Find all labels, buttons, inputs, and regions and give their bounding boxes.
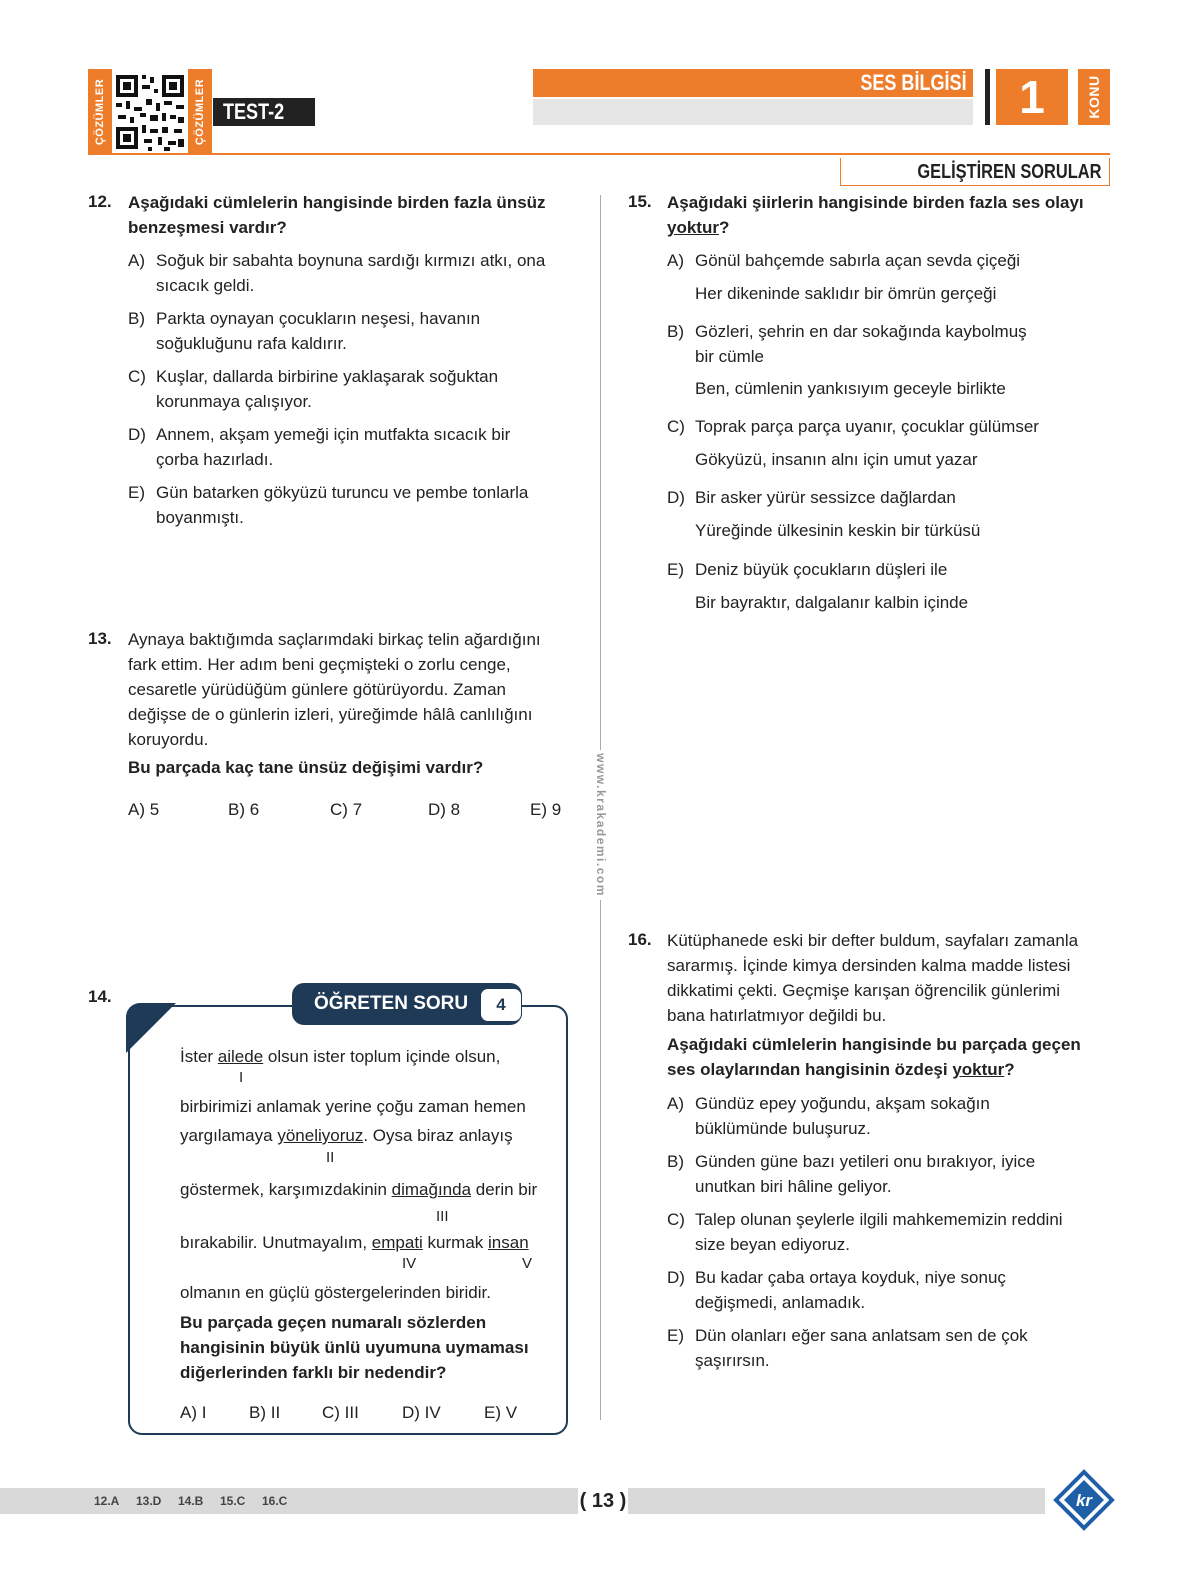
header-separator	[985, 69, 990, 125]
question-12-stem: Aşağıdaki cümlelerin hangisinde birden fazla ünsüz benzeşmesi vardır?	[128, 193, 546, 237]
passage-line: olmanın en güçlü göstergelerinden biridir.	[180, 1283, 491, 1302]
passage-line: bırakabilir. Unutmayalım, empati kurmak insan	[180, 1233, 529, 1252]
subject-title: SES BİLGİSİ	[860, 70, 967, 95]
roman-label: II	[326, 1149, 335, 1166]
option-a[interactable]: A) Gönül bahçemde sabırla açan sevda çiçeği	[667, 251, 1021, 270]
passage-line: yargılamaya yöneliyoruz. Oysa biraz anlayış	[180, 1126, 513, 1145]
question-number: 13.	[88, 629, 112, 648]
answer-key-item: 12.A	[94, 1494, 120, 1508]
question-number: 12.	[88, 192, 112, 211]
option-c[interactable]: C) 7	[330, 800, 363, 819]
option-d[interactable]: D) Bir asker yürür sessizce dağlardan	[667, 488, 956, 507]
option-b[interactable]: B) Gözleri, şehrin en dar sokağında kaybolmuş bir cümle	[667, 322, 1027, 366]
option-e[interactable]: E) V	[484, 1403, 518, 1422]
cozumler-tab-left	[88, 69, 112, 155]
teaching-question-number: 4	[480, 988, 522, 1022]
option-c[interactable]: C) Talep olunan şeylerle ilgili mahkememizin reddini size beyan ediyoruz.	[667, 1210, 1063, 1254]
question-13-stem: Bu parçada kaç tane ünsüz değişimi vardır?	[128, 758, 484, 777]
option-a[interactable]: A) I	[180, 1403, 207, 1422]
question-15-stem: Aşağıdaki şiirlerin hangisinde birden fazla ses olayı yoktur?	[667, 193, 1084, 237]
option-c[interactable]: C) III	[322, 1403, 359, 1422]
page-number: ( 13 )	[578, 1487, 628, 1515]
publisher-logo-icon	[1052, 1468, 1116, 1532]
svg-text:kr: kr	[1075, 1491, 1093, 1510]
question-number: 15.	[628, 192, 652, 211]
numbered-word-5: insan	[488, 1233, 529, 1252]
konu-tab	[1078, 69, 1110, 125]
option-b[interactable]: B) Parkta oynayan çocukların neşesi, havanın soğukluğunu rafa kaldırır.	[128, 309, 481, 353]
numbered-word-2: yöneliyoruz	[277, 1126, 364, 1145]
option-b[interactable]: B) II	[249, 1403, 281, 1422]
option-e[interactable]: E) Dün olanları eğer sana anlatsam sen de çok şaşırırsın.	[667, 1326, 1028, 1370]
subject-gray-bar	[533, 99, 973, 125]
option-e[interactable]: E) 9	[530, 800, 562, 819]
roman-label: V	[522, 1255, 533, 1272]
option-c[interactable]: C) Toprak parça parça uyanır, çocuklar gülümser	[667, 417, 1039, 436]
unit-number: 1	[996, 69, 1068, 125]
question-number: 14.	[88, 987, 112, 1006]
passage-line: göstermek, karşımızdakinin dimağında derin bir	[180, 1180, 538, 1199]
roman-label: IV	[402, 1255, 417, 1272]
website-watermark: www.krakademi.com	[590, 750, 612, 900]
option-d[interactable]: D) IV	[402, 1403, 441, 1422]
answer-key-item: 15.C	[220, 1494, 246, 1508]
option-a[interactable]: A) 5	[128, 800, 160, 819]
option-d-line2: Yüreğinde ülkesinin keskin bir türküsü	[695, 521, 981, 540]
option-e-line2: Bir bayraktır, dalgalanır kalbin içinde	[695, 593, 969, 612]
numbered-word-3: dimağında	[391, 1180, 472, 1199]
qr-code-icon	[112, 69, 188, 155]
cozumler-label: ÇÖZÜMLER	[194, 78, 206, 146]
passage-line: birbirimizi anlamak yerine çoğu zaman hemen	[180, 1097, 526, 1116]
option-d[interactable]: D) 8	[428, 800, 461, 819]
option-a[interactable]: A) Soğuk bir sabahta boynuna sardığı kırmızı atkı, ona sıcacık geldi.	[128, 251, 546, 295]
option-b[interactable]: B) 6	[228, 800, 260, 819]
option-c[interactable]: C) Kuşlar, dallarda birbirine yaklaşarak soğuktan korunmaya çalışıyor.	[128, 367, 499, 411]
roman-label: I	[239, 1069, 244, 1086]
test-label: TEST-2	[213, 98, 315, 126]
numbered-word-1: ailede	[217, 1047, 264, 1066]
roman-label: III	[436, 1208, 449, 1225]
option-c-line2: Gökyüzü, insanın alnı için umut yazar	[695, 450, 978, 469]
question-16-stem: Aşağıdaki cümlelerin hangisinde bu parçada geçen ses olaylarından hangisinin özdeşi yoktur?	[667, 1035, 1081, 1079]
option-e[interactable]: E) Deniz büyük çocukların düşleri ile	[667, 560, 948, 579]
option-a[interactable]: A) Gündüz epey yoğundu, akşam sokağın büklümünde buluşuruz.	[667, 1094, 990, 1138]
answer-key-item: 13.D	[136, 1494, 162, 1508]
konu-label: KONU	[1086, 75, 1102, 119]
option-b[interactable]: B) Günden güne bazı yetileri onu bırakıyor, iyice unutkan biri hâline geliyor.	[667, 1152, 1036, 1196]
answer-key-item: 16.C	[262, 1494, 288, 1508]
question-16-passage: Kütüphanede eski bir defter buldum, sayfaları zamanla sararmış. İçinde kimya dersinden kalma madde listesi dikkatimi çekti. Geçmişe karışan öğrencilik günlerimi bana hatırlatmıyor değildi bu.	[667, 931, 1079, 1025]
question-number: 16.	[628, 930, 652, 949]
teaching-question-label: ÖĞRETEN SORU	[292, 983, 522, 1025]
cozumler-tab-right	[188, 69, 212, 155]
option-e[interactable]: E) Gün batarken gökyüzü turuncu ve pembe tonlarla boyanmıştı.	[128, 483, 529, 527]
subject-bar	[533, 69, 973, 97]
option-d[interactable]: D) Bu kadar çaba ortaya koyduk, niye sonuç değişmedi, anlamadık.	[667, 1268, 1006, 1312]
option-a-line2: Her dikeninde saklıdır bir ömrün gerçeği	[695, 284, 997, 303]
box-corner	[126, 1003, 176, 1053]
section-title: GELİŞTİREN SORULAR	[840, 158, 1110, 186]
option-b-line2: Ben, cümlenin yankısıyım geceyle birlikte	[695, 379, 1006, 398]
numbered-word-4: empati	[371, 1233, 423, 1252]
question-13-passage: Aynaya baktığımda saçlarımdaki birkaç telin ağardığını fark ettim. Her adım beni geçmişteki o zorlu cenge, cesaretle yürüdüğüm günlere götürüyordu. Zaman değişse de o günlerin izleri, yüreğimde hâlâ canlılığını koruyordu.	[128, 630, 541, 749]
question-14-stem: Bu parçada geçen numaralı sözlerden hangisinin büyük ünlü uyumuna uymaması diğerlerinden farklı bir nedendir?	[180, 1313, 529, 1382]
answer-key-item: 14.B	[178, 1494, 204, 1508]
option-d[interactable]: D) Annem, akşam yemeği için mutfakta sıcacık bir çorba hazırladı.	[128, 425, 511, 469]
passage-line: İster ailede olsun ister toplum içinde olsun,	[180, 1047, 501, 1066]
cozumler-label: ÇÖZÜMLER	[94, 78, 106, 146]
header-divider	[88, 153, 1110, 155]
